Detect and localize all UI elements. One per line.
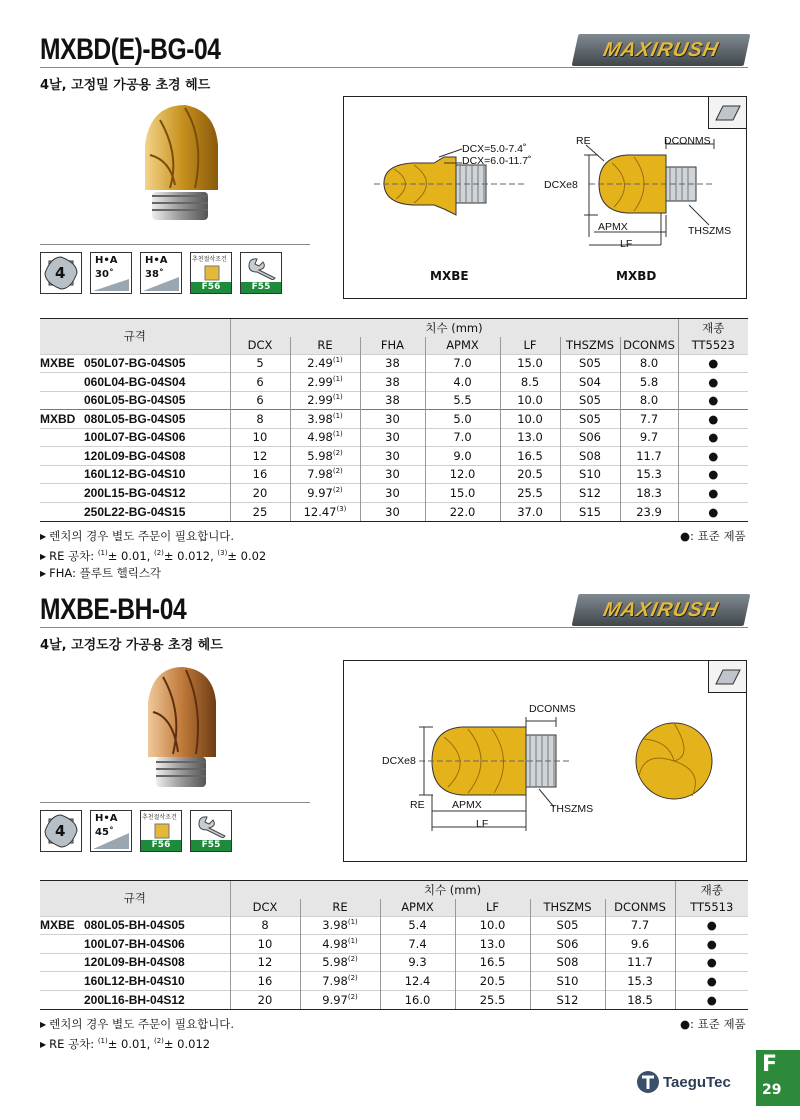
cell-re: 2.49$^{(1)}$ xyxy=(290,354,360,373)
section2-subtitle: 4날, 고경도강 가공용 초경 헤드 xyxy=(40,638,223,653)
product-code: 200L15-BG-04S12 xyxy=(40,484,230,503)
cell-std: ● xyxy=(678,354,748,373)
section2-title: MXBE-BH-04 xyxy=(40,593,187,626)
table-row xyxy=(40,972,748,991)
cell-thszms: S08 xyxy=(530,953,605,972)
cutting-conditions-link[interactable]: 추천절삭조건 F56 xyxy=(140,810,182,852)
cell-dcx: 20 xyxy=(230,484,290,503)
cell-std: ● xyxy=(678,428,748,447)
table-row xyxy=(40,373,748,392)
cell-thszms: S05 xyxy=(560,354,620,373)
notes-section2 xyxy=(40,1016,234,1053)
product-code: MXBE 050L07-BG-04S05 xyxy=(40,354,230,373)
cell-thszms: S05 xyxy=(560,410,620,429)
taegutec-logo-icon xyxy=(636,1070,660,1094)
col-dcx: DCX xyxy=(230,899,300,916)
divider xyxy=(40,244,310,245)
cell-dconms: 7.7 xyxy=(605,916,675,935)
cell-dcx: 5 xyxy=(230,354,290,373)
cell-lf: 16.5 xyxy=(455,953,530,972)
cell-std: ● xyxy=(678,410,748,429)
cell-lf: 13.0 xyxy=(500,428,560,447)
cell-dcx: 8 xyxy=(230,410,290,429)
chapter-tab: F 29 xyxy=(756,1050,800,1106)
technical-drawing xyxy=(344,97,746,298)
dcx-label: DCXe8 xyxy=(544,179,578,191)
cell-dconms: 7.7 xyxy=(620,410,678,429)
cell-std: ● xyxy=(675,935,748,954)
product-code: 200L16-BH-04S12 xyxy=(40,990,230,1009)
cell-dconms: 15.3 xyxy=(620,465,678,484)
cell-fha: 30 xyxy=(360,484,425,503)
cell-re: 12.47$^{(3)}$ xyxy=(290,502,360,521)
cell-dcx: 8 xyxy=(230,916,300,935)
product-code: 060L04-BG-04S04 xyxy=(40,373,230,392)
cell-fha: 38 xyxy=(360,354,425,373)
cell-std: ● xyxy=(678,447,748,466)
cell-fha: 30 xyxy=(360,428,425,447)
cell-dconms: 11.7 xyxy=(620,447,678,466)
cell-apmx: 7.4 xyxy=(380,935,455,954)
helix-angle-38-icon: H•A 38˚ xyxy=(140,252,182,294)
cell-dconms: 8.0 xyxy=(620,354,678,373)
cell-std: ● xyxy=(678,484,748,503)
brand-logo: TaeguTec xyxy=(636,1070,731,1094)
cell-dconms: 9.7 xyxy=(620,428,678,447)
cell-fha: 30 xyxy=(360,410,425,429)
cell-re: 4.98$^{(1)}$ xyxy=(290,428,360,447)
col-apmx: APMX xyxy=(380,899,455,916)
cell-apmx: 9.3 xyxy=(380,953,455,972)
re-label: RE xyxy=(410,799,425,811)
cell-re: 7.98$^{(2)}$ xyxy=(290,465,360,484)
cell-apmx: 7.0 xyxy=(425,354,500,373)
cell-dconms: 18.5 xyxy=(605,990,675,1009)
cell-dconms: 15.3 xyxy=(605,972,675,991)
product-code: 160L12-BH-04S10 xyxy=(40,972,230,991)
table-row xyxy=(40,953,748,972)
cutting-conditions-link[interactable]: 추천절삭조건 F56 xyxy=(190,252,232,294)
section1-title: MXBD(E)-BG-04 xyxy=(40,33,221,66)
cell-dcx: 20 xyxy=(230,990,300,1009)
cell-re: 9.97$^{(2)}$ xyxy=(300,990,380,1009)
product-code: MXBE 080L05-BH-04S05 xyxy=(40,916,230,935)
cell-re: 3.98$^{(1)}$ xyxy=(290,410,360,429)
dimension-header: 치수 (mm) xyxy=(230,881,675,899)
maxirush-logo: MAXIRUSH xyxy=(575,594,747,626)
cell-dconms: 11.7 xyxy=(605,953,675,972)
cell-thszms: S06 xyxy=(530,935,605,954)
cell-lf: 15.0 xyxy=(500,354,560,373)
cell-dconms: 9.6 xyxy=(605,935,675,954)
section1-subtitle: 4날, 고정밀 가공용 초경 헤드 xyxy=(40,78,211,93)
cell-apmx: 5.0 xyxy=(425,410,500,429)
mxbe-caption: MXBE xyxy=(430,269,469,283)
cell-lf: 25.5 xyxy=(500,484,560,503)
col-fha: FHA xyxy=(360,337,425,354)
dconms-label: DCONMS xyxy=(529,703,576,715)
cell-re: 5.98$^{(2)}$ xyxy=(300,953,380,972)
cell-thszms: S06 xyxy=(560,428,620,447)
four-flute-icon: 4 xyxy=(40,252,82,294)
table-row xyxy=(40,354,748,373)
apmx-label: APMX xyxy=(598,221,628,233)
cell-fha: 38 xyxy=(360,373,425,392)
legend-standard: ●: 표준 제품 xyxy=(680,529,746,543)
cell-thszms: S08 xyxy=(560,447,620,466)
cell-thszms: S12 xyxy=(560,484,620,503)
spec-header: 규격 xyxy=(40,319,230,354)
re-label: RE xyxy=(576,135,591,147)
table-row xyxy=(40,410,748,429)
table-row xyxy=(40,916,748,935)
product-code: 120L09-BG-04S08 xyxy=(40,447,230,466)
col-grade: TT5523 xyxy=(678,337,748,354)
cell-lf: 10.0 xyxy=(500,410,560,429)
cell-apmx: 9.0 xyxy=(425,447,500,466)
product-code: 060L05-BG-04S05 xyxy=(40,391,230,410)
table-row xyxy=(40,990,748,1009)
cell-dcx: 10 xyxy=(230,428,290,447)
cell-thszms: S05 xyxy=(530,916,605,935)
cell-thszms: S04 xyxy=(560,373,620,392)
wrench-icon xyxy=(195,814,229,838)
cell-lf: 25.5 xyxy=(455,990,530,1009)
cell-lf: 10.0 xyxy=(500,391,560,410)
wrench-link[interactable]: F55 xyxy=(240,252,282,294)
material-header: 재종 xyxy=(675,881,748,899)
wrench-link[interactable]: F55 xyxy=(190,810,232,852)
cell-dcx: 16 xyxy=(230,465,290,484)
product-photo-mxbd xyxy=(130,100,235,225)
apmx-label: APMX xyxy=(452,799,482,811)
product-code: 160L12-BG-04S10 xyxy=(40,465,230,484)
thszms-label: THSZMS xyxy=(550,803,594,815)
mxbd-caption: MXBD xyxy=(616,269,657,283)
table-row xyxy=(40,447,748,466)
cell-re: 5.98$^{(2)}$ xyxy=(290,447,360,466)
thszms-label: THSZMS xyxy=(688,225,732,237)
cell-dcx: 16 xyxy=(230,972,300,991)
cell-lf: 16.5 xyxy=(500,447,560,466)
cell-dcx: 6 xyxy=(230,373,290,392)
cell-dconms: 23.9 xyxy=(620,502,678,521)
cell-re: 3.98$^{(1)}$ xyxy=(300,916,380,935)
divider xyxy=(40,67,748,68)
lf-label: LF xyxy=(620,238,633,250)
cell-fha: 30 xyxy=(360,465,425,484)
cell-lf: 8.5 xyxy=(500,373,560,392)
four-flute-icon: 4 xyxy=(40,810,82,852)
table-row xyxy=(40,428,748,447)
cell-std: ● xyxy=(675,972,748,991)
cell-lf: 20.5 xyxy=(500,465,560,484)
cell-apmx: 15.0 xyxy=(425,484,500,503)
cell-lf: 10.0 xyxy=(455,916,530,935)
dimension-header: 치수 (mm) xyxy=(230,319,678,337)
cell-apmx: 5.4 xyxy=(380,916,455,935)
table-row xyxy=(40,465,748,484)
notes-section1 xyxy=(40,528,266,582)
cell-std: ● xyxy=(678,502,748,521)
cell-re: 2.99$^{(1)}$ xyxy=(290,391,360,410)
cell-dcx: 12 xyxy=(230,447,290,466)
cell-apmx: 7.0 xyxy=(425,428,500,447)
cell-dcx: 12 xyxy=(230,953,300,972)
cell-fha: 38 xyxy=(360,391,425,410)
cell-std: ● xyxy=(678,391,748,410)
product-code: 250L22-BG-04S15 xyxy=(40,502,230,521)
cell-re: 4.98$^{(1)}$ xyxy=(300,935,380,954)
product-code: 100L07-BH-04S06 xyxy=(40,935,230,954)
cell-re: 7.98$^{(2)}$ xyxy=(300,972,380,991)
cell-thszms: S10 xyxy=(530,972,605,991)
cell-apmx: 12.4 xyxy=(380,972,455,991)
cell-std: ● xyxy=(678,373,748,392)
col-dconms: DCONMS xyxy=(605,899,675,916)
col-dcx: DCX xyxy=(230,337,290,354)
cell-fha: 30 xyxy=(360,447,425,466)
product-photo-mxbe-bh xyxy=(138,662,228,792)
col-thszms: THSZMS xyxy=(530,899,605,916)
helix-angle-45-icon: H•A 45˚ xyxy=(90,810,132,852)
spec-table-bh04 xyxy=(40,880,748,1010)
note-wrench: ▶ 렌치의 경우 별도 주문이 필요합니다. xyxy=(40,529,235,543)
cell-lf: 13.0 xyxy=(455,935,530,954)
cell-dcx: 25 xyxy=(230,502,290,521)
product-code: MXBD 080L05-BG-04S05 xyxy=(40,410,230,429)
helix-angle-30-icon: H•A 30˚ xyxy=(90,252,132,294)
cell-lf: 37.0 xyxy=(500,502,560,521)
cell-re: 9.97$^{(2)}$ xyxy=(290,484,360,503)
dcx-note-2: DCX=6.0-11.7˚ xyxy=(462,155,532,167)
table-row xyxy=(40,502,748,521)
product-code: 100L07-BG-04S06 xyxy=(40,428,230,447)
table-row xyxy=(40,484,748,503)
col-re: RE xyxy=(300,899,380,916)
table-row xyxy=(40,935,748,954)
cell-dconms: 8.0 xyxy=(620,391,678,410)
spec-table-bg04 xyxy=(40,318,748,522)
maxirush-logo: MAXIRUSH xyxy=(575,34,747,66)
cell-fha: 30 xyxy=(360,502,425,521)
divider xyxy=(40,802,310,803)
cell-std: ● xyxy=(678,465,748,484)
cell-thszms: S12 xyxy=(530,990,605,1009)
material-header: 재종 xyxy=(678,319,748,337)
col-lf: LF xyxy=(455,899,530,916)
divider xyxy=(40,627,748,628)
note-wrench: ▶ 렌치의 경우 별도 주문이 필요합니다. xyxy=(40,1017,235,1031)
cell-apmx: 22.0 xyxy=(425,502,500,521)
cell-apmx: 5.5 xyxy=(425,391,500,410)
dconms-label: DCONMS xyxy=(664,135,711,147)
table-row xyxy=(40,391,748,410)
wrench-icon xyxy=(245,256,279,280)
note-re-tolerance: ▶ RE 공차: $^{(1)}$± 0.01, $^{(2)}$± 0.012 xyxy=(40,1036,211,1051)
cell-thszms: S10 xyxy=(560,465,620,484)
drawing-panel xyxy=(343,96,747,299)
cell-lf: 20.5 xyxy=(455,972,530,991)
col-grade: TT5513 xyxy=(675,899,748,916)
note-re-tolerance: ▶ RE 공차: $^{(1)}$± 0.01, $^{(2)}$± 0.012, $^{(3)}$± 0.02 xyxy=(40,548,267,563)
cell-apmx: 16.0 xyxy=(380,990,455,1009)
cell-dcx: 10 xyxy=(230,935,300,954)
cell-apmx: 12.0 xyxy=(425,465,500,484)
cell-apmx: 4.0 xyxy=(425,373,500,392)
col-re: RE xyxy=(290,337,360,354)
note-fha: ▶ FHA: 플루트 헬릭스각 xyxy=(40,565,162,580)
cell-std: ● xyxy=(675,916,748,935)
col-dconms: DCONMS xyxy=(620,337,678,354)
cell-std: ● xyxy=(675,953,748,972)
cell-dconms: 18.3 xyxy=(620,484,678,503)
drawing-panel xyxy=(343,660,747,862)
cell-re: 2.99$^{(1)}$ xyxy=(290,373,360,392)
cell-std: ● xyxy=(675,990,748,1009)
dcx-label: DCXe8 xyxy=(382,755,416,767)
col-apmx: APMX xyxy=(425,337,500,354)
cell-thszms: S05 xyxy=(560,391,620,410)
cell-dconms: 5.8 xyxy=(620,373,678,392)
col-lf: LF xyxy=(500,337,560,354)
col-thszms: THSZMS xyxy=(560,337,620,354)
legend-standard: ●: 표준 제품 xyxy=(680,1017,746,1031)
spec-header: 규격 xyxy=(40,881,230,916)
product-code: 120L09-BH-04S08 xyxy=(40,953,230,972)
lf-label: LF xyxy=(476,818,489,830)
cell-dcx: 6 xyxy=(230,391,290,410)
cell-thszms: S15 xyxy=(560,502,620,521)
dcx-note-1: DCX=5.0-7.4˚ xyxy=(462,143,527,155)
